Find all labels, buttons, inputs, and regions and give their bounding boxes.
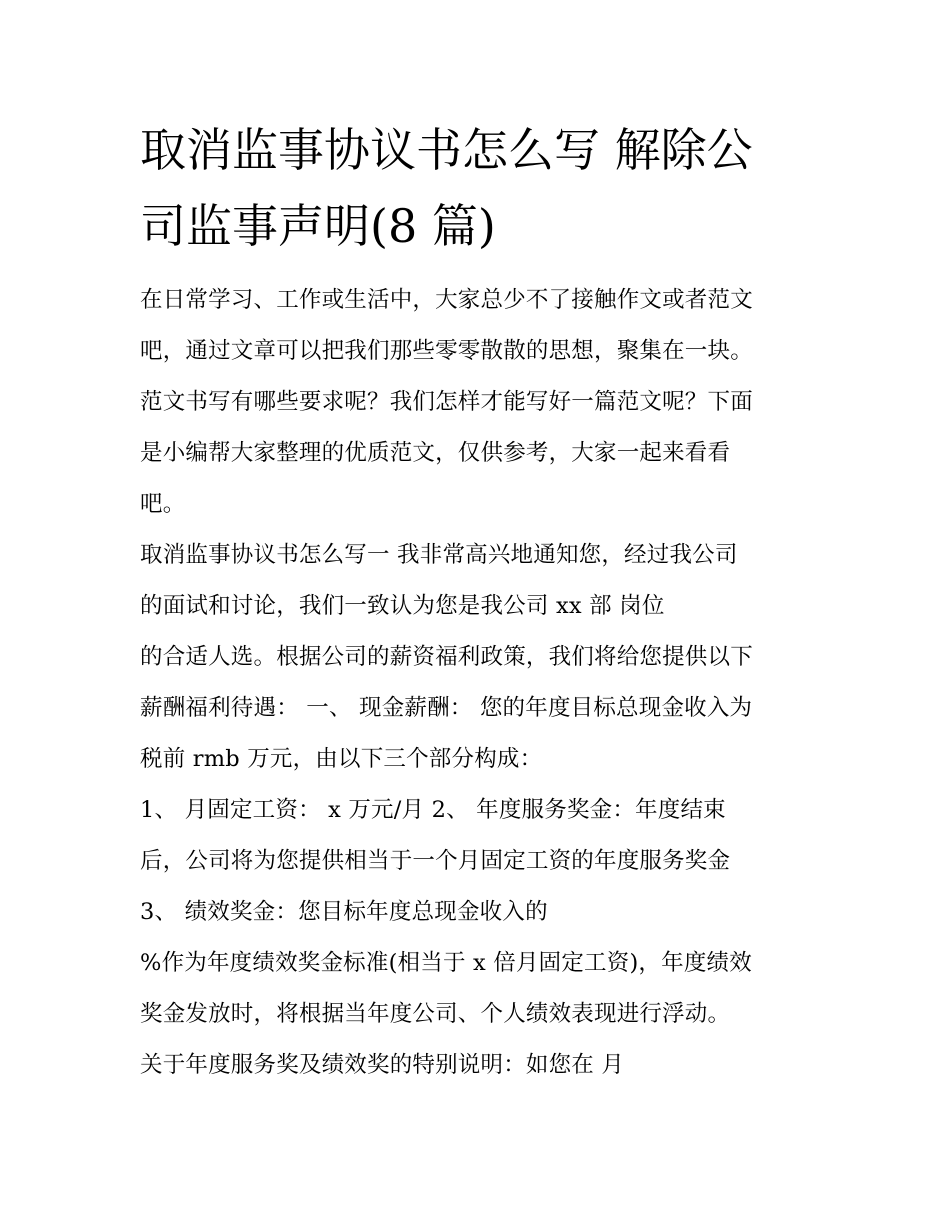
document-title (140, 112, 820, 264)
body-line: 范文书写有哪些要求呢？我们怎样才能写好一篇范文呢？下面 (140, 389, 753, 415)
document-body (140, 275, 830, 1091)
body-line: 关于年度服务奖及绩效奖的特别说明：如您在 月 (140, 1052, 625, 1078)
body-line: 税前 rmb 万元，由以下三个部分构成： (140, 746, 543, 772)
body-line: 薪酬福利待遇： 一、 现金薪酬： 您的年度目标总现金收入为 (140, 695, 753, 721)
body-line: 奖金发放时，将根据当年度公司、个人绩效表现进行浮动。 (140, 1001, 731, 1027)
title-line: 司监事声明(8 篇) (140, 199, 496, 253)
body-line: 1、 月固定工资： x 万元/月 2、 年度服务奖金：年度结束 (140, 797, 726, 823)
body-line: 后，公司将为您提供相当于一个月固定工资的年度服务奖金 (140, 848, 731, 874)
body-line: 3、 绩效奖金：您目标年度总现金收入的 (140, 899, 548, 925)
body-line: 在日常学习、工作或生活中，大家总少不了接触作文或者范文 (140, 287, 753, 313)
body-line: %作为年度绩效奖金标准(相当于 x 倍月固定工资)，年度绩效 (140, 950, 752, 976)
body-line: 的面试和讨论，我们一致认为您是我公司 xx 部 岗位 (140, 593, 665, 619)
body-line: 吧，通过文章可以把我们那些零零散散的思想，聚集在一块。 (140, 338, 753, 364)
body-line: 的合适人选。根据公司的薪资福利政策，我们将给您提供以下 (140, 644, 753, 670)
title-line: 取消监事协议书怎么写 解除公 (140, 123, 753, 177)
body-line: 是小编帮大家整理的优质范文，仅供参考，大家一起来看看 (140, 440, 731, 466)
body-line: 吧。 (140, 491, 186, 517)
body-line: 取消监事协议书怎么写一 我非常高兴地通知您，经过我公司 (140, 542, 738, 568)
